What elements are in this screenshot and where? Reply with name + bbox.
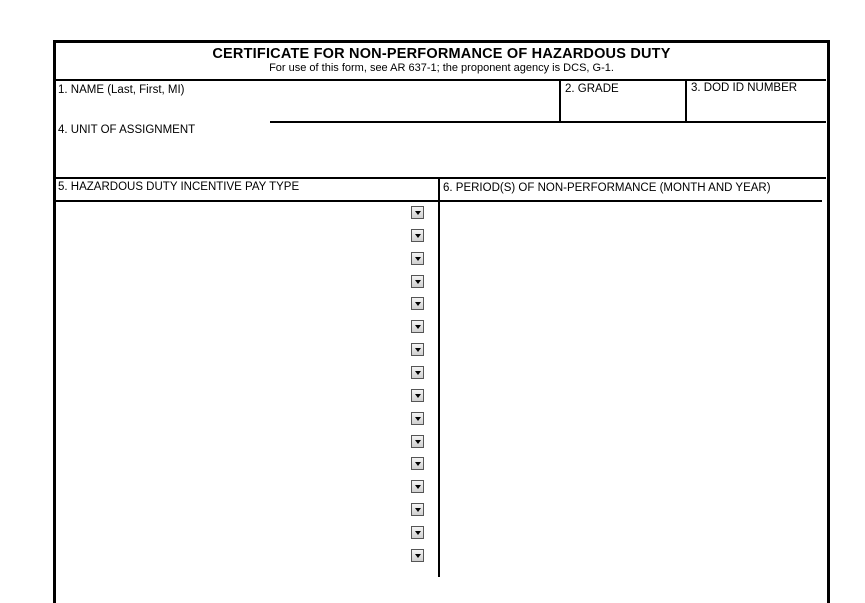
grade-field[interactable] — [562, 97, 683, 119]
chevron-down-icon — [415, 234, 421, 238]
pay-type-dropdown-button[interactable] — [411, 206, 424, 219]
chevron-down-icon — [415, 462, 421, 466]
chevron-down-icon — [415, 531, 421, 535]
pay-type-dropdown-button[interactable] — [411, 229, 424, 242]
pay-type-dropdown-button[interactable] — [411, 275, 424, 288]
pay-type-dropdown-button[interactable] — [411, 252, 424, 265]
period-label: 6. PERIOD(S) OF NON-PERFORMANCE (MONTH AND YEAR) — [443, 182, 771, 194]
chevron-down-icon — [415, 348, 421, 352]
pay-type-select[interactable] — [57, 501, 409, 518]
pay-type-select[interactable] — [57, 410, 409, 427]
name-field[interactable] — [57, 97, 557, 119]
pay-type-select[interactable] — [57, 387, 409, 404]
pay-type-dropdown-button[interactable] — [411, 480, 424, 493]
pay-type-select[interactable] — [57, 295, 409, 312]
divider — [55, 200, 439, 202]
chevron-down-icon — [415, 554, 421, 558]
pay-type-dropdown-button[interactable] — [411, 320, 424, 333]
pay-type-dropdown-button[interactable] — [411, 457, 424, 470]
pay-type-select[interactable] — [57, 204, 409, 221]
chevron-down-icon — [415, 280, 421, 284]
chevron-down-icon — [415, 394, 421, 398]
pay-type-dropdown-button[interactable] — [411, 366, 424, 379]
pay-type-select[interactable] — [57, 318, 409, 335]
dod-id-field[interactable] — [688, 97, 822, 119]
period-field[interactable] — [441, 203, 822, 574]
pay-type-label: 5. HAZARDOUS DUTY INCENTIVE PAY TYPE — [58, 181, 300, 193]
pay-type-select[interactable] — [57, 227, 409, 244]
pay-type-dropdown-button[interactable] — [411, 412, 424, 425]
divider — [559, 79, 561, 122]
pay-type-dropdown-button[interactable] — [411, 549, 424, 562]
form-title: CERTIFICATE FOR NON-PERFORMANCE OF HAZARDOUS DUTY — [212, 46, 671, 62]
pay-type-select[interactable] — [57, 524, 409, 541]
unit-label: 4. UNIT OF ASSIGNMENT — [58, 124, 196, 136]
name-label: 1. NAME (Last, First, MI) — [58, 84, 185, 96]
divider — [55, 177, 826, 179]
chevron-down-icon — [415, 371, 421, 375]
pay-type-dropdown-button[interactable] — [411, 343, 424, 356]
pay-type-select[interactable] — [57, 455, 409, 472]
chevron-down-icon — [415, 257, 421, 261]
pay-type-select[interactable] — [57, 250, 409, 267]
pay-type-select[interactable] — [57, 341, 409, 358]
dod-id-label: 3. DOD ID NUMBER — [691, 82, 798, 94]
pay-type-select[interactable] — [57, 364, 409, 381]
pay-type-select[interactable] — [57, 478, 409, 495]
chevron-down-icon — [415, 485, 421, 489]
chevron-down-icon — [415, 440, 421, 444]
divider — [440, 200, 822, 202]
pay-type-dropdown-button[interactable] — [411, 297, 424, 310]
form-subtitle: For use of this form, see AR 637-1; the proponent agency is DCS, G-1. — [269, 62, 614, 74]
chevron-down-icon — [415, 508, 421, 512]
divider — [270, 121, 826, 123]
divider — [685, 79, 687, 122]
pay-type-dropdown-button[interactable] — [411, 389, 424, 402]
pay-type-dropdown-button[interactable] — [411, 503, 424, 516]
divider — [438, 177, 440, 577]
pay-type-select[interactable] — [57, 547, 409, 564]
chevron-down-icon — [415, 211, 421, 215]
chevron-down-icon — [415, 302, 421, 306]
divider — [55, 79, 826, 81]
pay-type-dropdown-button[interactable] — [411, 435, 424, 448]
chevron-down-icon — [415, 325, 421, 329]
pay-type-select[interactable] — [57, 433, 409, 450]
pay-type-select[interactable] — [57, 273, 409, 290]
grade-label: 2. GRADE — [565, 83, 619, 95]
unit-field[interactable] — [57, 138, 822, 175]
pay-type-dropdown-button[interactable] — [411, 526, 424, 539]
chevron-down-icon — [415, 417, 421, 421]
